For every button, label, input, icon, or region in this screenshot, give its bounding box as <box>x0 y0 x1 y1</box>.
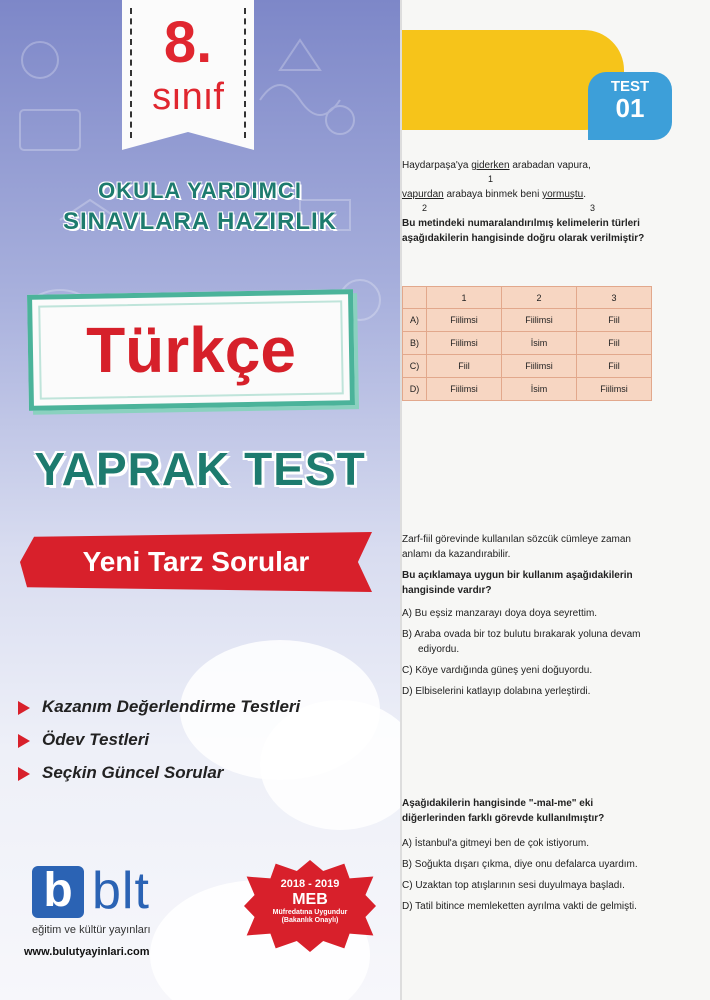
tagline-line1: OKULA YARDIMCI <box>98 178 302 203</box>
publisher-website: www.bulutyayinlari.com <box>24 946 150 958</box>
subject-title: Türkçe <box>86 314 296 386</box>
number-marks-row2: 2 3 <box>422 203 596 213</box>
question-2-intro: Zarf-fiil görevinde kullanılan sözcük cümleye zaman anlamı da kazandırabilir. <box>402 534 631 560</box>
option-a: A) Bu eşsiz manzarayı doya doya seyrettim. <box>402 608 598 619</box>
question-1-sentence-cont: vapurdan arabaya binmek beni yormuştu. <box>402 189 587 200</box>
publisher-subtitle: eğitim ve kültür yayınları <box>32 924 151 936</box>
publisher-logo-text: blt <box>92 862 150 920</box>
question-1-stem: Bu metindeki numaralandırılmış kelimelerin türleri aşağıdakilerin hangisinde doğru olarak verilmiştir? <box>402 218 645 244</box>
grade-word: sınıf <box>152 76 224 118</box>
banner-text: Yeni Tarz Sorular <box>82 546 310 577</box>
question-2 <box>402 532 658 705</box>
feature-item: Ödev Testleri <box>18 727 300 760</box>
option-a: A) İstanbul'a gitmeyi ben de çok istiyorum. <box>402 838 589 849</box>
triangle-arrow-icon <box>18 734 30 748</box>
table-row: B) Fiilimsi İsim Fiil <box>403 332 652 355</box>
option-b: B) Soğukta dışarı çıkma, diye onu defalarca uyardım. <box>402 859 638 870</box>
question-1-sentence: Haydarpaşa'ya giderken arabadan vapura, <box>402 160 591 171</box>
series-title: YAPRAK TEST <box>34 443 366 495</box>
number-marks-row1: 1 <box>488 174 494 184</box>
option-b: B) Araba ovada bir toz bulutu bırakarak yoluna devam ediyordu. <box>402 629 641 655</box>
publisher-logo-icon: b <box>32 866 84 918</box>
option-c: C) Köye vardığında güneş yeni doğuyordu. <box>402 665 593 676</box>
table-row: A) Fiilimsi Fiilimsi Fiil <box>403 309 652 332</box>
test-badge: TEST 01 <box>588 72 672 140</box>
table-header-row: 1 2 3 <box>403 287 652 309</box>
meb-seal-text: 2018 - 2019 MEB Müfredatına Uygundur (Bakanlık Onaylı) <box>272 878 348 925</box>
option-d: D) Tatil bitince memleketten ayrılma vakti de gelmişti. <box>402 901 637 912</box>
triangle-arrow-icon <box>18 701 30 715</box>
table-row: D) Fiilimsi İsim Fiilimsi <box>403 378 652 401</box>
feature-item: Kazanım Değerlendirme Testleri <box>18 694 300 727</box>
grade-number: 8. <box>163 10 213 75</box>
option-c: C) Uzaktan top atışlarının sesi duyulmaya başladı. <box>402 880 625 891</box>
feature-item: Seçkin Güncel Sorular <box>18 760 300 793</box>
sample-test-page <box>400 0 710 1000</box>
triangle-arrow-icon <box>18 767 30 781</box>
question-3 <box>402 796 658 920</box>
table-row: C) Fiil Fiilimsi Fiil <box>403 355 652 378</box>
feature-list <box>18 694 300 793</box>
answer-table <box>402 286 652 401</box>
option-d: D) Elbiselerini katlayıp dolabına yerleştirdi. <box>402 686 591 697</box>
question-1 <box>402 158 658 246</box>
tagline-line2: SINAVLARA HAZIRLIK <box>63 208 337 235</box>
question-3-stem: Aşağıdakilerin hangisinde "-maI-me" eki diğerlerinden farklı görevde kullanılmıştır? <box>402 798 605 824</box>
question-2-stem: Bu açıklamaya uygun bir kullanım aşağıdakilerin hangisinde vardır? <box>402 570 633 596</box>
